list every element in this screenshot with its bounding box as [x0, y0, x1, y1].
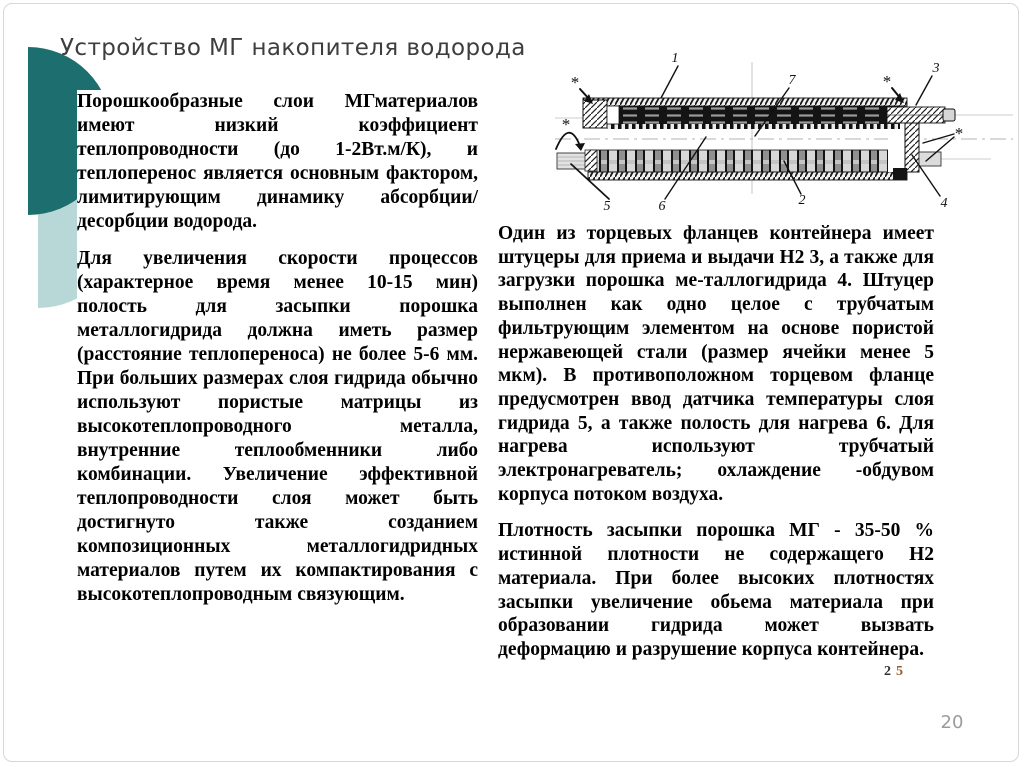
left-paragraph-1: Порошкообразные слои МГматериалов имеют низкий коэффициент теплопроводности (до 1-2Вт.м/К), и теплоперенос является основным фактором, лимитирующим динамику абсорбции/десорбции водорода.: [77, 91, 478, 232]
container-cross-section-diagram: [555, 42, 1015, 234]
diagram-label-7: 7: [788, 73, 796, 88]
hydride-bed-lower: [590, 150, 905, 172]
diagram-label-1: 1: [671, 51, 679, 66]
diagram-label-6: 6: [658, 199, 666, 214]
diagram-label-5: 5: [603, 199, 611, 214]
flange-left: [583, 100, 607, 128]
container-wall-bottom: [588, 172, 907, 180]
right-text-column: [498, 222, 934, 675]
diagram-asterisk-top-right: *: [882, 72, 892, 91]
page-title: Устройство МГ накопителя водорода: [60, 35, 526, 61]
filter-strip: [607, 124, 900, 129]
diagram-label-2: 2: [798, 193, 806, 208]
right-paragraph-1: Один из торцевых фланцев контейнера имеет штуцеры для приема и выдачи H2 3, а также для загрузки порошка ме-таллогидрида 4. Штуцер выполнен как одно целое с трубчатым фильтрующим элементом на основе пористой нержавеющей стали (размер ячейки менее 5 мкм). В противоположном торцевом фланце предусмотрен ввод датчика температуры слоя гидрида 5, а также полость для нагрева 6. Для нагрева используют трубчатый электронагреватель; охлаждение -обдувом корпуса потоком воздуха.: [498, 223, 934, 505]
scan-artifact-number: [884, 664, 904, 680]
right-paragraph-2: Плотность засыпки порошка МГ - 35-50 % истинной плотности не содержащего H2 материала. При более высоких плотностях засыпки увеличение обьема материала при образовании гидрида может вызвать деформацию и разрушение корпуса контейнера.: [498, 520, 934, 660]
page-number: 20: [940, 712, 964, 733]
diagram-label-4: 4: [940, 196, 948, 211]
diagram-asterisk-top-left: *: [570, 73, 580, 92]
diagram-asterisk-left: *: [561, 115, 571, 134]
left-text-column: [77, 90, 478, 620]
diagram-label-3: 3: [932, 61, 940, 76]
diagram-asterisk-right: *: [954, 124, 964, 143]
artifact-digit-5: 5: [896, 664, 904, 679]
powder-fitting-right-bottom: [919, 152, 941, 166]
fitting-end-cap: [943, 109, 955, 121]
flange-right: [905, 123, 919, 172]
artifact-digit-2: 2: [884, 664, 892, 679]
container-wall-top: [583, 98, 907, 106]
left-paragraph-2: Для увеличения скорости процессов (характерное время менее 10-15 мин) полость для засыпки порошка металлогидрида должна иметь размер (расстояние теплопереноса) не более 5-6 мм. При больших размерах слоя гидрида обычно используют пористые матрицы из высокотеплопроводного металла, внутренние теплообменники либо комбинации. Увеличение эффективной теплопроводности слоя может быть достигнуто также созданием композиционных металлогидридных материалов путем их компактирования с высокотеплопроводным связующим.: [77, 248, 478, 605]
